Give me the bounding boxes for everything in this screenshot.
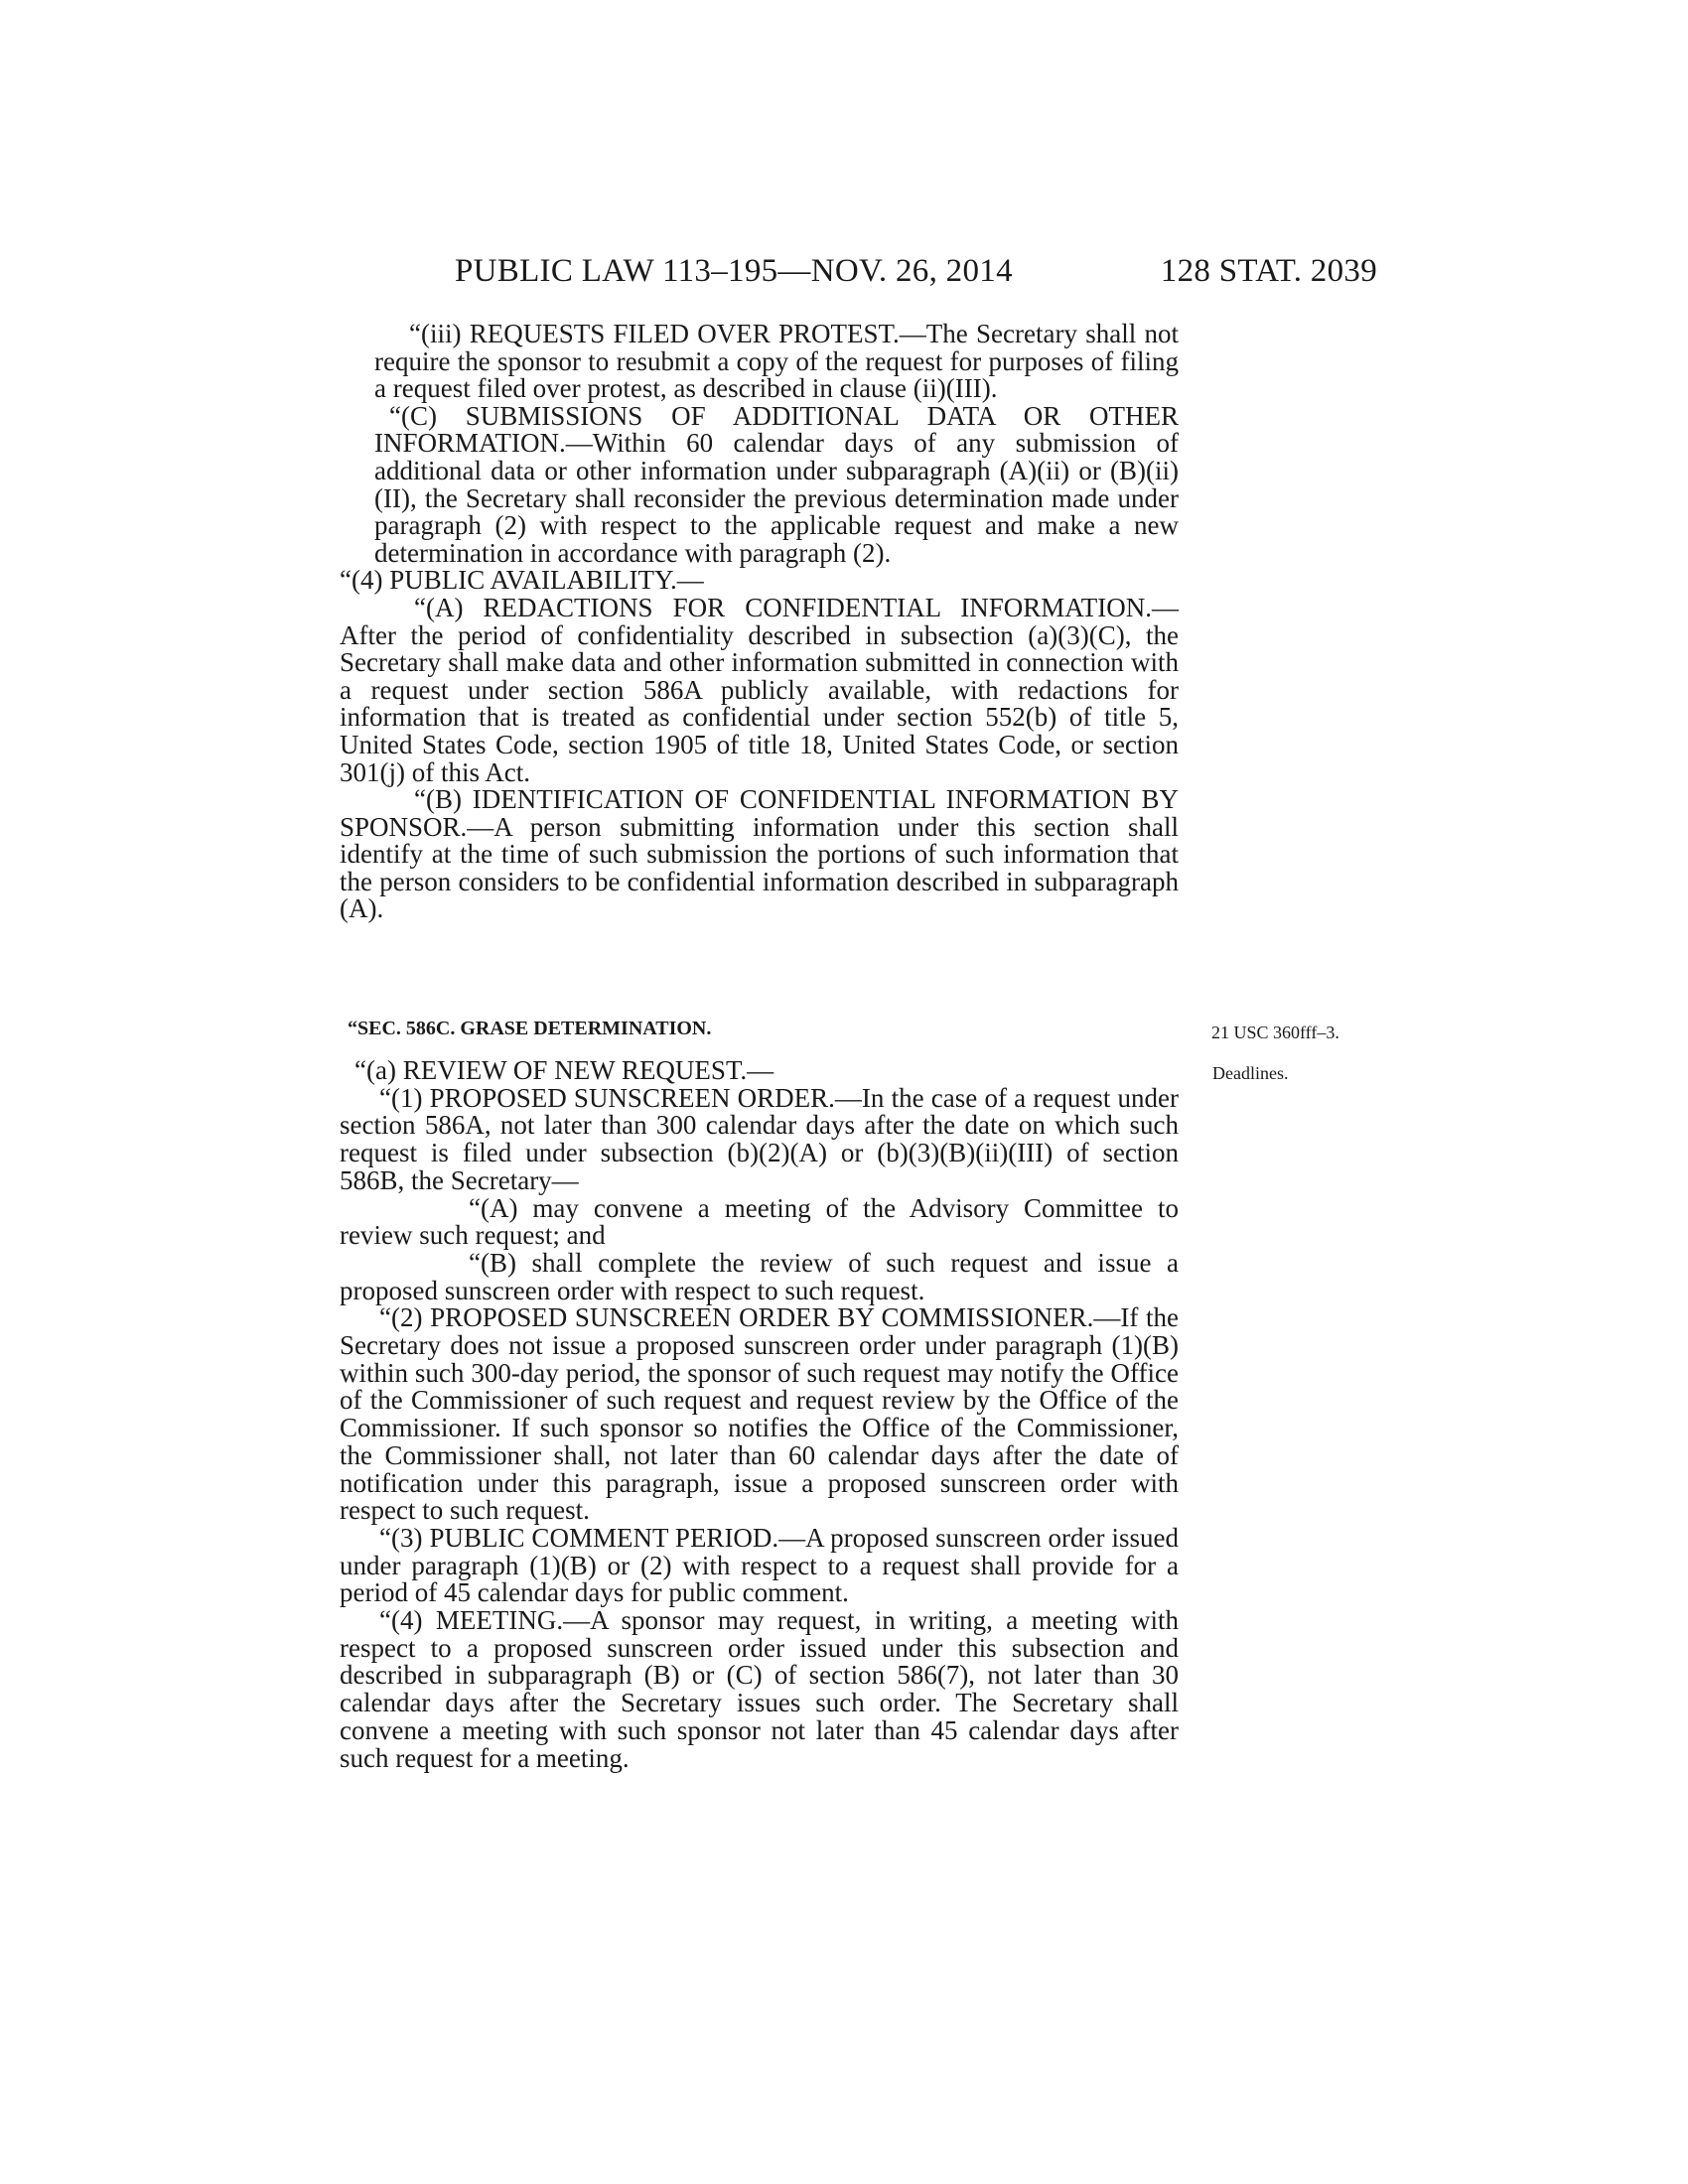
paragraph-4: “(4) PUBLIC AVAILABILITY.— (340, 565, 704, 596)
paragraph-iii: “(iii) REQUESTS FILED OVER PROTEST.—The Secretary shall not require the sponsor to resubmit a copy of the request for purposes of filing a request filed over protest, as described in clause (ii)(III). (374, 319, 1179, 404)
running-header-law: PUBLIC LAW 113–195—NOV. 26, 2014 (455, 253, 1013, 289)
section-heading: “SEC. 586C. GRASE DETERMINATION. (348, 1018, 712, 1039)
paragraph-4b: “(B) IDENTIFICATION OF CONFIDENTIAL INFORMATION BY SPONSOR.—A person submitting information under this section shall identify at the time of such submission the portions of such information that the person considers to be confidential information described in subparagraph (A). (340, 784, 1179, 924)
running-header-stat: 128 STAT. 2039 (1160, 253, 1377, 289)
margin-note-usc: 21 USC 360fff–3. (1211, 1023, 1339, 1042)
body-text-lower (340, 1057, 1179, 1772)
paragraph-a: “(a) REVIEW OF NEW REQUEST.— (354, 1055, 774, 1085)
paragraph-1a: “(A) may convene a meeting of the Advisory Committee to review such request; and (340, 1192, 1179, 1251)
body-text-upper (340, 321, 1179, 923)
paragraph-c: “(C) SUBMISSIONS OF ADDITIONAL DATA OR OTHER INFORMATION.—Within 60 calendar days of any submission of additional data or other information under subparagraph (A)(ii) or (B)(ii)(II), the Secretary shall reconsider the previous determination made under paragraph (2) with respect to the applicable request and make a new determination in accordance with paragraph (2). (374, 400, 1179, 568)
paragraph-4a: “(A) REDACTIONS FOR CONFIDENTIAL INFORMATION.—After the period of confidentiality described in subsection (a)(3)(C), the Secretary shall make data and other information submitted in connection with a request under section 586A publicly available, with redactions for information that is treated as confidential under section 552(b) of title 5, United States Code, section 1905 of title 18, United States Code, or section 301(j) of this Act. (340, 592, 1179, 787)
paragraph-1b: “(B) shall complete the review of such request and issue a proposed sunscreen order with respect to such request. (340, 1247, 1179, 1305)
margin-note-deadlines: Deadlines. (1212, 1063, 1289, 1083)
paragraph-1: “(1) PROPOSED SUNSCREEN ORDER.—In the case of a request under section 586A, not later than 300 calendar days after the date on which such request is filed under subsection (b)(2)(A) or (b)(3)(B)(ii)(III) of section 586B, the Secretary— (340, 1082, 1179, 1195)
paragraph-4-meeting: “(4) MEETING.—A sponsor may request, in writing, a meeting with respect to a proposed sunscreen order issued under this subsection and described in subparagraph (B) or (C) of section 586(7), not later than 30 calendar days after the Secretary issues such order. The Secretary shall convene a meeting with such sponsor not later than 45 calendar days after such request for a meeting. (340, 1605, 1179, 1773)
paragraph-3: “(3) PUBLIC COMMENT PERIOD.—A proposed sunscreen order issued under paragraph (1)(B) or (2) with respect to a request shall provide for a period of 45 calendar days for public comment. (340, 1522, 1179, 1608)
paragraph-2: “(2) PROPOSED SUNSCREEN ORDER BY COMMISSIONER.—If the Secretary does not issue a proposed sunscreen order under paragraph (1)(B) within such 300-day period, the sponsor of such request may notify the Office of the Commissioner of such request and request review by the Office of the Commissioner. If such sponsor so notifies the Office of the Commissioner, the Commissioner shall, not later than 60 calendar days after the date of notification under this paragraph, issue a proposed sunscreen order with respect to such request. (340, 1302, 1179, 1526)
